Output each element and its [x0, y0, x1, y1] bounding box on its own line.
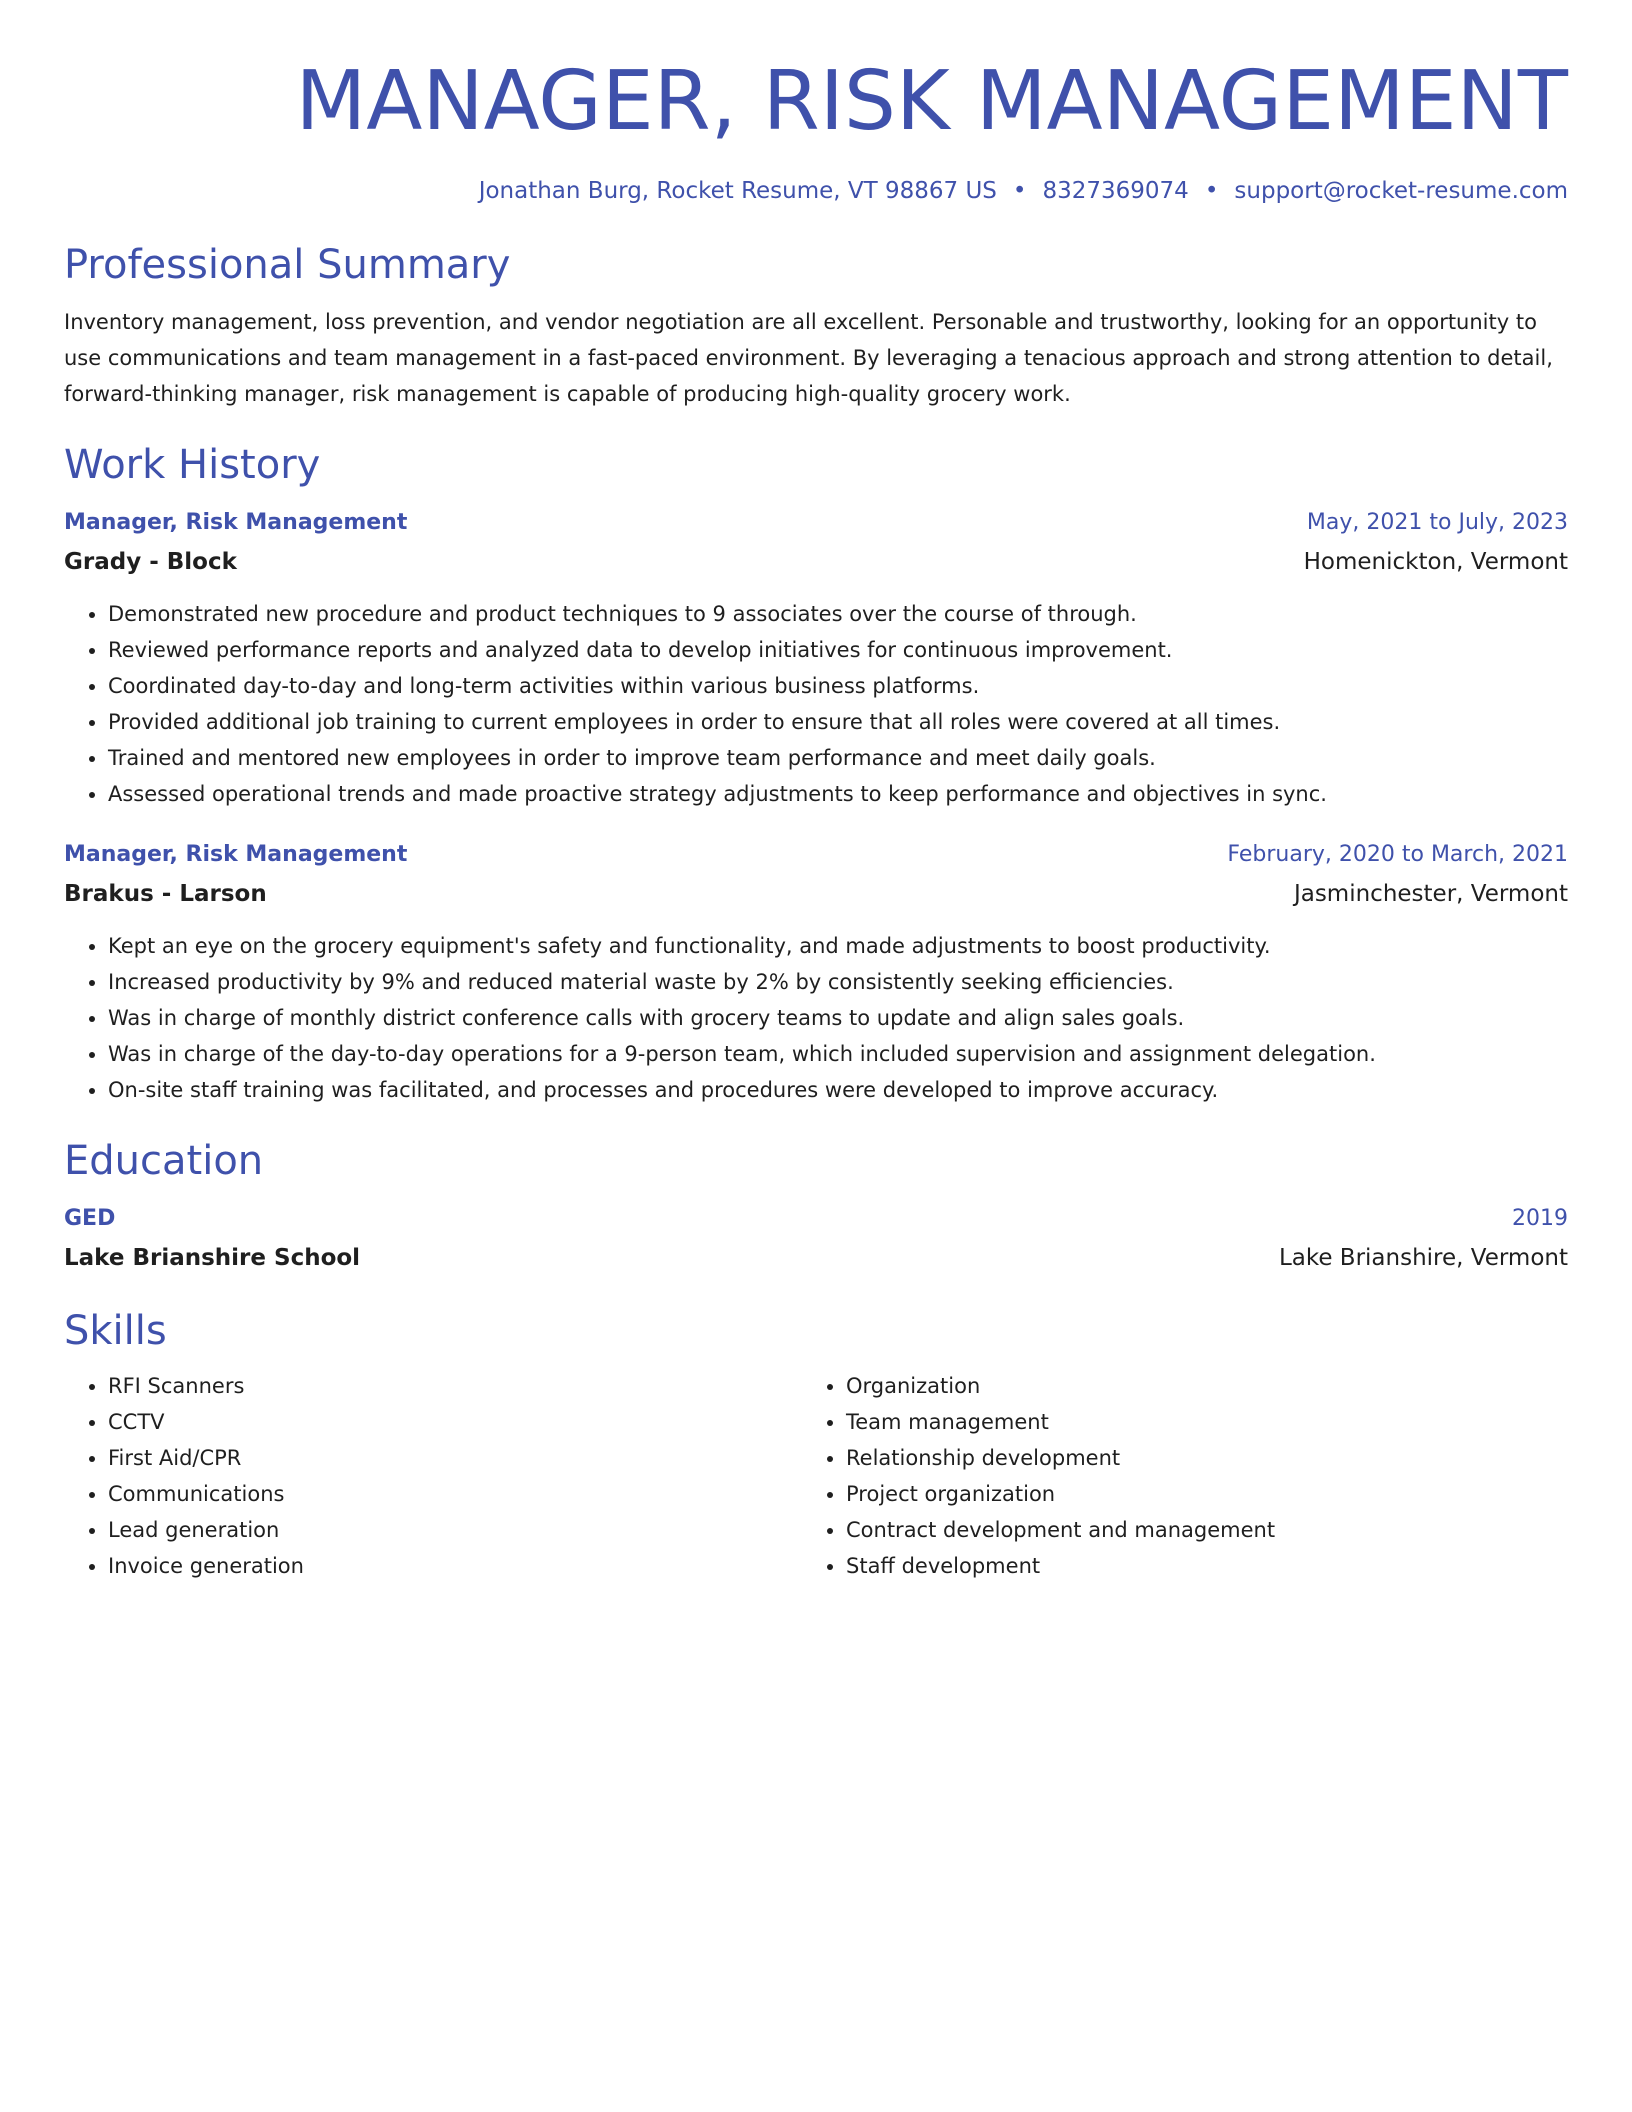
job-location: Homenickton, Vermont	[1303, 549, 1568, 575]
skills-heading: Skills	[64, 1308, 167, 1354]
page-title: MANAGER, RISK MANAGEMENT	[295, 54, 1568, 149]
skill-item: • First Aid/CPR	[108, 1440, 802, 1476]
contact-address: Jonathan Burg, Rocket Resume, VT 98867 US	[478, 178, 997, 204]
education-school: Lake Brianshire School	[64, 1245, 361, 1271]
job-dates: May, 2021 to July, 2023	[1306, 510, 1568, 535]
job-bullet: • Reviewed performance reports and analyzed data to develop initiatives for continuous improvement.	[108, 632, 1568, 668]
contact-phone: 8327369074	[1042, 178, 1189, 204]
job-bullets	[64, 596, 1568, 812]
job-title-row	[64, 504, 1568, 542]
education-school-row	[64, 1238, 1568, 1278]
job-company: Grady - Block	[64, 549, 237, 575]
job-bullet: • Increased productivity by 9% and reduced material waste by 2% by consistently seeking efficiencies.	[108, 964, 1568, 1000]
skill-item: • Communications	[108, 1476, 802, 1512]
skill-item: • RFI Scanners	[108, 1368, 802, 1404]
skill-item: • Invoice generation	[108, 1548, 802, 1584]
job-dates: February, 2020 to March, 2021	[1227, 842, 1568, 867]
skill-item: • CCTV	[108, 1404, 802, 1440]
work-history-heading: Work History	[64, 442, 321, 488]
skill-item: • Contract development and management	[846, 1512, 1540, 1548]
skill-item: • Lead generation	[108, 1512, 802, 1548]
job-role: Manager, Risk Management	[64, 510, 408, 535]
skill-item: • Staff development	[846, 1548, 1540, 1584]
education-degree: GED	[64, 1206, 116, 1231]
skill-item: • Project organization	[846, 1476, 1540, 1512]
summary-text: Inventory management, loss prevention, and vendor negotiation are all excellent. Personable and trustworthy, looking for an opportunity to use communications and team management in a fast-paced environment. By leveraging a tenacious approach and strong attention to detail, forward-thinking manager, risk management is capable of producing high-quality grocery work.	[64, 310, 1553, 406]
skill-item: • Team management	[846, 1404, 1540, 1440]
summary-heading: Professional Summary	[64, 242, 511, 288]
job-entry	[64, 504, 1568, 812]
skills-list-left	[64, 1368, 802, 1584]
skills-section	[64, 1306, 1568, 1584]
skills-list-right	[802, 1368, 1540, 1584]
summary-section	[64, 240, 1568, 412]
skill-item: • Relationship development	[846, 1440, 1540, 1476]
contact-separator: •	[1012, 178, 1027, 204]
job-bullet: • Was in charge of the day-to-day operations for a 9-person team, which included supervision and assignment delegation.	[108, 1036, 1568, 1072]
education-entry	[64, 1200, 1568, 1278]
job-title-row	[64, 836, 1568, 874]
job-company: Brakus - Larson	[64, 881, 267, 907]
job-bullet: • Kept an eye on the grocery equipment's safety and functionality, and made adjustments to boost productivity.	[108, 928, 1568, 964]
education-heading: Education	[64, 1138, 264, 1184]
skills-columns	[64, 1368, 1568, 1584]
contact-separator: •	[1204, 178, 1219, 204]
job-bullet: • Trained and mentored new employees in order to improve team performance and meet daily goals.	[108, 740, 1568, 776]
job-bullets	[64, 928, 1568, 1108]
job-entry	[64, 836, 1568, 1108]
job-bullet: • Provided additional job training to current employees in order to ensure that all roles were covered at all times.	[108, 704, 1568, 740]
work-history-section	[64, 440, 1568, 1108]
job-bullet: • Assessed operational trends and made proactive strategy adjustments to keep performance and objectives in sync.	[108, 776, 1568, 812]
job-bullet: • On-site staff training was facilitated, and processes and procedures were developed to improve accuracy.	[108, 1072, 1568, 1108]
skill-item: • Organization	[846, 1368, 1540, 1404]
job-bullet: • Was in charge of monthly district conference calls with grocery teams to update and align sales goals.	[108, 1000, 1568, 1036]
job-bullet: • Coordinated day-to-day and long-term activities within various business platforms.	[108, 668, 1568, 704]
job-role: Manager, Risk Management	[64, 842, 408, 867]
education-year: 2019	[1512, 1206, 1568, 1231]
resume-header	[64, 50, 1568, 206]
job-bullet: • Demonstrated new procedure and product techniques to 9 associates over the course of through.	[108, 596, 1568, 632]
education-degree-row	[64, 1200, 1568, 1238]
job-company-row	[64, 874, 1568, 914]
education-location: Lake Brianshire, Vermont	[1278, 1245, 1568, 1271]
contact-email: support@rocket-resume.com	[1234, 178, 1568, 204]
education-section	[64, 1136, 1568, 1278]
job-company-row	[64, 542, 1568, 582]
job-location: Jasminchester, Vermont	[1293, 881, 1568, 907]
contact-line	[64, 176, 1568, 206]
